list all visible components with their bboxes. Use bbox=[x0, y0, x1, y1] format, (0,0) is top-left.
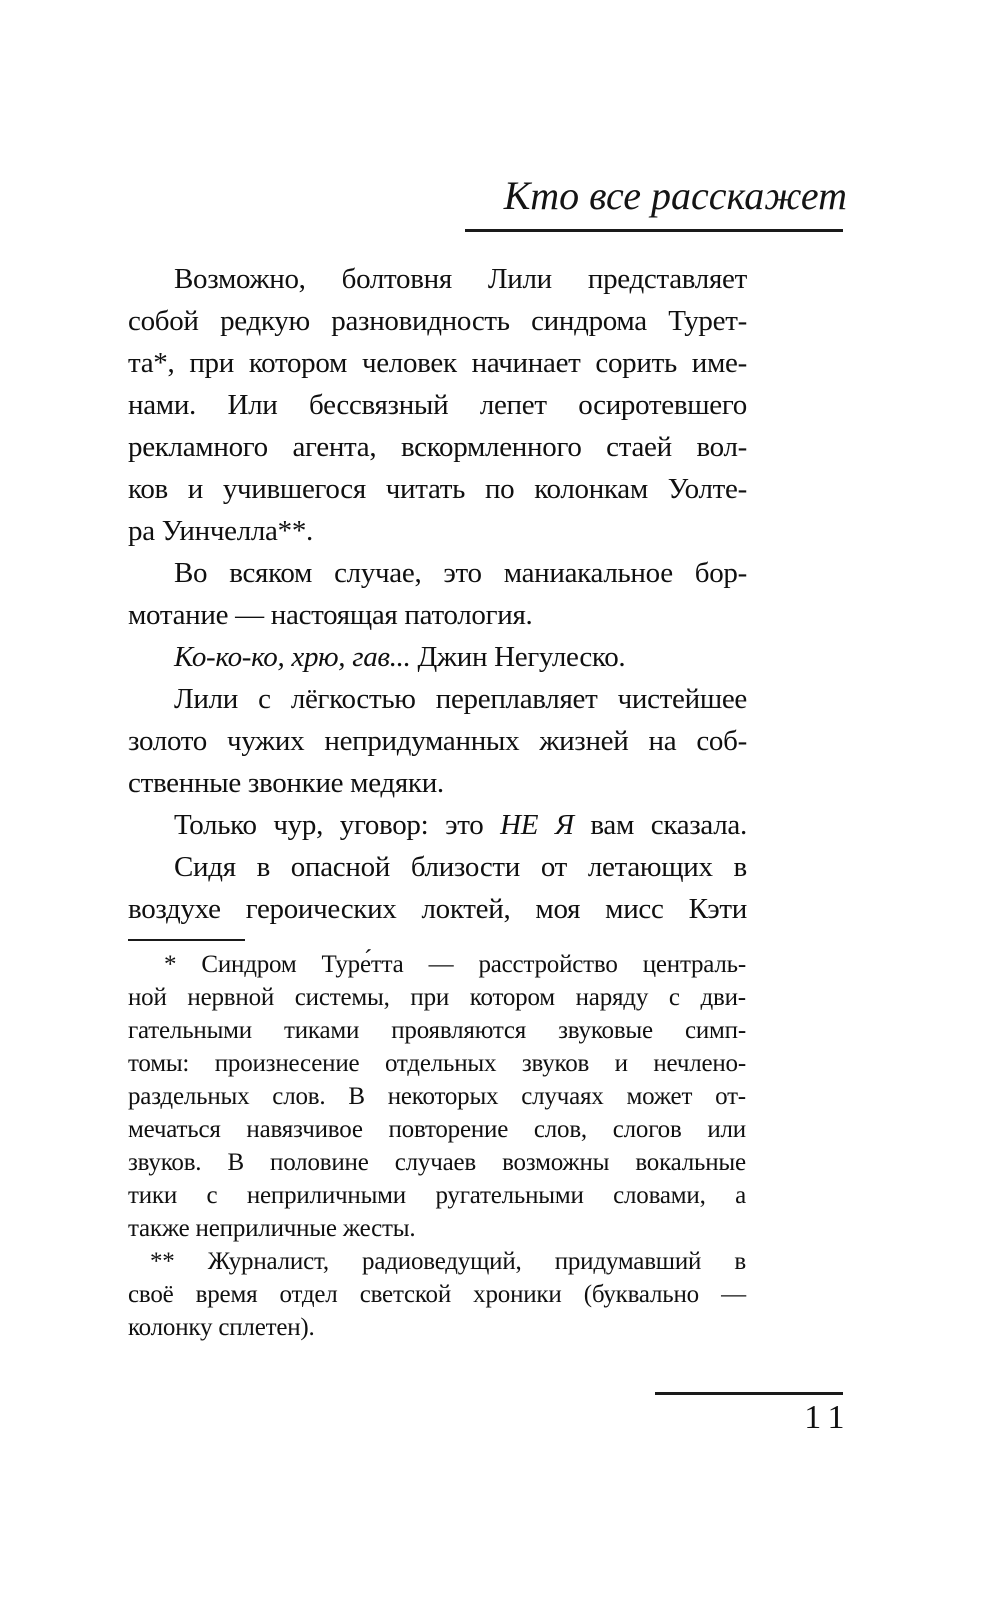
text-line: Во всяком случае, это маниакальное бор- bbox=[174, 557, 747, 589]
text-line: томы: произнесение отдельных звуков и нечлено- bbox=[128, 1050, 746, 1077]
text-line: звуков. В половине случаев возможны вокальные bbox=[128, 1149, 746, 1176]
text-line: * Синдром Туре́тта — расстройство централь- bbox=[164, 951, 746, 978]
text-line: золото чужих непридуманных жизней на соб- bbox=[128, 725, 747, 757]
text-line: воздухе героических локтей, моя мисс Кэти bbox=[128, 893, 747, 925]
text-line: Ко-ко-ко, хрю, гав... Джин Негулеско. bbox=[174, 641, 626, 673]
text-line: ственные звонкие медяки. bbox=[128, 767, 444, 799]
text-line: колонку сплетен). bbox=[128, 1314, 315, 1341]
header-rule bbox=[465, 229, 843, 232]
text-line: нами. Или бессвязный лепет осиротевшего bbox=[128, 389, 747, 421]
page-number: 11 bbox=[804, 1399, 852, 1436]
text-line: мечаться навязчивое повторение слов, слогов или bbox=[128, 1116, 746, 1143]
text-line: Возможно, болтовня Лили представляет bbox=[174, 263, 747, 295]
text-line: Только чур, уговор: это НЕ Я вам сказала. bbox=[174, 809, 747, 841]
running-head-title: Кто все расскажет bbox=[503, 173, 847, 218]
footnote-separator-rule bbox=[128, 939, 245, 941]
text-line: рекламного агента, вскормленного стаей вол- bbox=[128, 431, 747, 463]
text-line: раздельных слов. В некоторых случаях может от- bbox=[128, 1083, 746, 1110]
text-line: собой редкую разновидность синдрома Турет- bbox=[128, 305, 747, 337]
text-line: тики с неприличными ругательными словами, а bbox=[128, 1182, 746, 1209]
text-line: гательными тиками проявляются звуковые симп- bbox=[128, 1017, 746, 1044]
text-line: та*, при котором человек начинает сорить име- bbox=[128, 347, 747, 379]
text-line: ра Уинчелла**. bbox=[128, 515, 313, 547]
body-text bbox=[128, 258, 747, 930]
text-line: ** Журналист, радиоведущий, придумавший в bbox=[150, 1248, 746, 1275]
text-line: мотание — настоящая патология. bbox=[128, 599, 533, 631]
text-line: также неприличные жесты. bbox=[128, 1215, 416, 1242]
footnotes bbox=[128, 948, 746, 1344]
text-line: ков и учившегося читать по колонкам Уолте- bbox=[128, 473, 747, 505]
footer-rule bbox=[655, 1392, 843, 1395]
text-line: Сидя в опасной близости от летающих в bbox=[174, 851, 747, 883]
text-line: Лили с лёгкостью переплавляет чистейшее bbox=[174, 683, 747, 715]
text-line: ной нервной системы, при котором наряду с дви- bbox=[128, 984, 746, 1011]
text-line: своё время отдел светской хроники (буквально — bbox=[128, 1281, 746, 1308]
